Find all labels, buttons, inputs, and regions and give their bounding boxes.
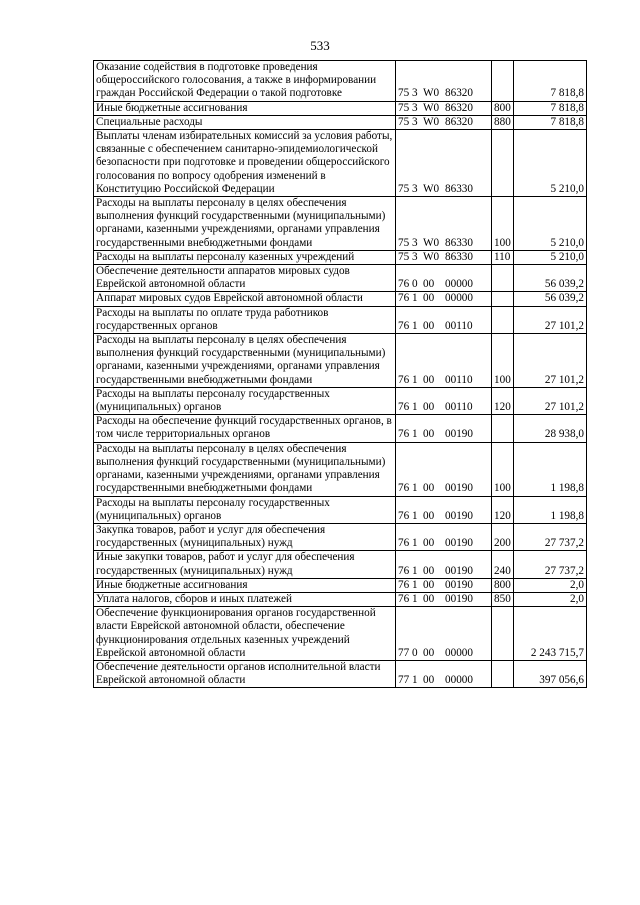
expense-name-cell: Иные бюджетные ассигнования <box>94 578 396 592</box>
target-article-code-cell <box>396 101 492 115</box>
table-row <box>94 130 587 197</box>
expense-name-cell: Расходы на выплаты персоналу в целях обеспечения выполнения функций государственными (муниципальными) органами, казенными учреждениями, органами управления государственными внебюджетными фондами <box>94 197 396 251</box>
expense-name-cell: Иные закупки товаров, работ и услуг для обеспечения государственных (муниципальных) нужд <box>94 551 396 578</box>
amount-cell: 28 938,0 <box>514 415 587 442</box>
code-part: 75 <box>398 236 410 249</box>
code-part: 76 <box>398 482 410 495</box>
amount-cell: 27 101,2 <box>514 306 587 333</box>
code-part: 75 <box>398 101 410 114</box>
code-part: 00 <box>423 674 435 687</box>
code-part: 00 <box>423 537 435 550</box>
table-row <box>94 334 587 388</box>
code-part: W0 <box>423 236 440 249</box>
code-part: 1 <box>412 428 418 441</box>
code-part: 75 <box>398 250 410 263</box>
target-article-code-cell <box>396 265 492 292</box>
expense-type-cell <box>492 265 514 292</box>
code-part: 77 <box>398 646 410 659</box>
expense-type-cell <box>492 61 514 102</box>
code-part: 86320 <box>445 115 473 128</box>
target-article-code-cell <box>396 130 492 197</box>
code-part: 0 <box>412 646 418 659</box>
amount-cell: 2 243 715,7 <box>514 607 587 661</box>
amount-cell: 5 210,0 <box>514 130 587 197</box>
expense-type-cell: 100 <box>492 197 514 251</box>
expense-type-cell: 200 <box>492 523 514 550</box>
table-row <box>94 496 587 523</box>
code-part: 1 <box>412 537 418 550</box>
expense-name-cell: Расходы на выплаты персоналу казенных учреждений <box>94 250 396 264</box>
code-part: 00110 <box>445 319 473 332</box>
code-part: 3 <box>412 101 418 114</box>
code-part: 00 <box>423 428 435 441</box>
expense-name-cell: Обеспечение деятельности органов исполнительной власти Еврейской автономной области <box>94 660 396 687</box>
code-part: 3 <box>412 236 418 249</box>
code-part: 00000 <box>445 646 473 659</box>
expense-type-cell: 240 <box>492 551 514 578</box>
amount-cell: 7 818,8 <box>514 115 587 129</box>
code-part: 3 <box>412 87 418 100</box>
code-part: 1 <box>412 674 418 687</box>
target-article-code-cell <box>396 250 492 264</box>
code-part: 76 <box>398 278 410 291</box>
target-article-code-cell <box>396 387 492 414</box>
table-row <box>94 607 587 661</box>
code-part: 1 <box>412 578 418 591</box>
table-row <box>94 442 587 496</box>
code-part: 00110 <box>445 401 473 414</box>
code-part: 00 <box>423 592 435 605</box>
code-part: 00000 <box>445 674 473 687</box>
code-part: W0 <box>423 101 440 114</box>
amount-cell: 1 198,8 <box>514 442 587 496</box>
code-part: W0 <box>423 115 440 128</box>
expense-name-cell: Расходы на выплаты персоналу государственных (муниципальных) органов <box>94 387 396 414</box>
expense-name-cell: Расходы на выплаты по оплате труда работников государственных органов <box>94 306 396 333</box>
target-article-code-cell <box>396 523 492 550</box>
code-part: 77 <box>398 674 410 687</box>
target-article-code-cell <box>396 551 492 578</box>
code-part: 76 <box>398 319 410 332</box>
expense-type-cell: 100 <box>492 334 514 388</box>
code-part: 00190 <box>445 482 473 495</box>
amount-cell: 27 101,2 <box>514 387 587 414</box>
code-part: 00 <box>423 564 435 577</box>
expense-type-cell <box>492 660 514 687</box>
target-article-code-cell <box>396 415 492 442</box>
target-article-code-cell <box>396 334 492 388</box>
code-part: 1 <box>412 509 418 522</box>
code-part: 00190 <box>445 537 473 550</box>
page-number: 533 <box>310 38 330 53</box>
code-part: 86330 <box>445 250 473 263</box>
code-part: 76 <box>398 292 410 305</box>
target-article-code-cell <box>396 292 492 306</box>
code-part: 86330 <box>445 236 473 249</box>
code-part: 76 <box>398 401 410 414</box>
code-part: 1 <box>412 401 418 414</box>
amount-cell: 7 818,8 <box>514 61 587 102</box>
target-article-code-cell <box>396 607 492 661</box>
code-part: W0 <box>423 182 440 195</box>
code-part: 76 <box>398 592 410 605</box>
amount-cell: 56 039,2 <box>514 292 587 306</box>
code-part: 86320 <box>445 87 473 100</box>
expense-type-cell: 120 <box>492 496 514 523</box>
target-article-code-cell <box>396 442 492 496</box>
amount-cell: 27 737,2 <box>514 523 587 550</box>
table-row <box>94 115 587 129</box>
table-row <box>94 197 587 251</box>
expense-name-cell: Расходы на выплаты персоналу в целях обеспечения выполнения функций государственными (муниципальными) органами, казенными учреждениями, органами управления государственными внебюджетными фондами <box>94 334 396 388</box>
code-part: 75 <box>398 115 410 128</box>
expense-name-cell: Выплаты членам избирательных комиссий за условия работы, связанные с обеспечением санитарно-эпидемиологической безопасности при подготовке и проведении общероссийского голосования по вопросу одобрения изменений в Конституцию Российской Федерации <box>94 130 396 197</box>
expense-name-cell: Расходы на выплаты персоналу в целях обеспечения выполнения функций государственными (муниципальными) органами, казенными учреждениями, органами управления государственными внебюджетными фондами <box>94 442 396 496</box>
code-part: 00110 <box>445 373 473 386</box>
expense-name-cell: Аппарат мировых судов Еврейской автономной области <box>94 292 396 306</box>
table-row <box>94 592 587 606</box>
code-part: W0 <box>423 87 440 100</box>
expense-type-cell: 850 <box>492 592 514 606</box>
code-part: 00190 <box>445 428 473 441</box>
expense-name-cell: Уплата налогов, сборов и иных платежей <box>94 592 396 606</box>
code-part: 86320 <box>445 101 473 114</box>
table-row <box>94 660 587 687</box>
code-part: 00190 <box>445 509 473 522</box>
code-part: 00 <box>423 482 435 495</box>
table-row <box>94 265 587 292</box>
expense-type-cell <box>492 306 514 333</box>
code-part: 1 <box>412 292 418 305</box>
expense-name-cell: Закупка товаров, работ и услуг для обеспечения государственных (муниципальных) нужд <box>94 523 396 550</box>
expense-name-cell: Обеспечение функционирования органов государственной власти Еврейской автономной области, обеспечение функционирования отдельных казенных учреждений Еврейской автономной области <box>94 607 396 661</box>
code-part: 00000 <box>445 278 473 291</box>
target-article-code-cell <box>396 592 492 606</box>
code-part: 00 <box>423 373 435 386</box>
table-row <box>94 61 587 102</box>
code-part: 3 <box>412 182 418 195</box>
target-article-code-cell <box>396 61 492 102</box>
code-part: 76 <box>398 509 410 522</box>
amount-cell: 27 101,2 <box>514 334 587 388</box>
amount-cell: 1 198,8 <box>514 496 587 523</box>
expense-name-cell: Оказание содействия в подготовке проведения общероссийского голосования, а также в информировании граждан Российской Федерации о такой подготовке <box>94 61 396 102</box>
code-part: 76 <box>398 537 410 550</box>
expense-type-cell <box>492 130 514 197</box>
amount-cell: 2,0 <box>514 578 587 592</box>
code-part: 1 <box>412 592 418 605</box>
target-article-code-cell <box>396 197 492 251</box>
budget-table <box>93 60 587 688</box>
amount-cell: 397 056,6 <box>514 660 587 687</box>
code-part: 00 <box>423 319 435 332</box>
target-article-code-cell <box>396 578 492 592</box>
code-part: 00 <box>423 578 435 591</box>
expense-name-cell: Расходы на выплаты персоналу государственных (муниципальных) органов <box>94 496 396 523</box>
code-part: 1 <box>412 373 418 386</box>
target-article-code-cell <box>396 306 492 333</box>
table-row <box>94 578 587 592</box>
code-part: 3 <box>412 250 418 263</box>
code-part: 00190 <box>445 564 473 577</box>
expense-name-cell: Специальные расходы <box>94 115 396 129</box>
table-row <box>94 523 587 550</box>
code-part: 00 <box>423 292 435 305</box>
amount-cell: 5 210,0 <box>514 197 587 251</box>
expense-type-cell: 120 <box>492 387 514 414</box>
code-part: 86330 <box>445 182 473 195</box>
code-part: 75 <box>398 87 410 100</box>
target-article-code-cell <box>396 115 492 129</box>
table-row <box>94 387 587 414</box>
expense-type-cell <box>492 415 514 442</box>
code-part: 0 <box>412 278 418 291</box>
code-part: 3 <box>412 115 418 128</box>
expense-type-cell: 800 <box>492 101 514 115</box>
budget-table-body <box>94 61 587 688</box>
code-part: 76 <box>398 428 410 441</box>
code-part: 00190 <box>445 578 473 591</box>
code-part: W0 <box>423 250 440 263</box>
code-part: 76 <box>398 564 410 577</box>
amount-cell: 56 039,2 <box>514 265 587 292</box>
code-part: 00000 <box>445 292 473 305</box>
table-row <box>94 415 587 442</box>
code-part: 75 <box>398 182 410 195</box>
code-part: 00 <box>423 646 435 659</box>
code-part: 1 <box>412 482 418 495</box>
table-row <box>94 250 587 264</box>
table-row <box>94 101 587 115</box>
expense-name-cell: Иные бюджетные ассигнования <box>94 101 396 115</box>
expense-type-cell: 800 <box>492 578 514 592</box>
amount-cell: 7 818,8 <box>514 101 587 115</box>
code-part: 00 <box>423 401 435 414</box>
expense-type-cell: 880 <box>492 115 514 129</box>
table-row <box>94 551 587 578</box>
code-part: 1 <box>412 564 418 577</box>
code-part: 1 <box>412 319 418 332</box>
amount-cell: 5 210,0 <box>514 250 587 264</box>
amount-cell: 2,0 <box>514 592 587 606</box>
expense-type-cell: 100 <box>492 442 514 496</box>
amount-cell: 27 737,2 <box>514 551 587 578</box>
table-row <box>94 306 587 333</box>
expense-type-cell <box>492 292 514 306</box>
expense-name-cell: Обеспечение деятельности аппаратов мировых судов Еврейской автономной области <box>94 265 396 292</box>
target-article-code-cell <box>396 660 492 687</box>
target-article-code-cell <box>396 496 492 523</box>
table-row <box>94 292 587 306</box>
expense-type-cell <box>492 607 514 661</box>
code-part: 76 <box>398 373 410 386</box>
code-part: 00 <box>423 278 435 291</box>
code-part: 76 <box>398 578 410 591</box>
code-part: 00190 <box>445 592 473 605</box>
code-part: 00 <box>423 509 435 522</box>
expense-type-cell: 110 <box>492 250 514 264</box>
expense-name-cell: Расходы на обеспечение функций государственных органов, в том числе территориальных органов <box>94 415 396 442</box>
